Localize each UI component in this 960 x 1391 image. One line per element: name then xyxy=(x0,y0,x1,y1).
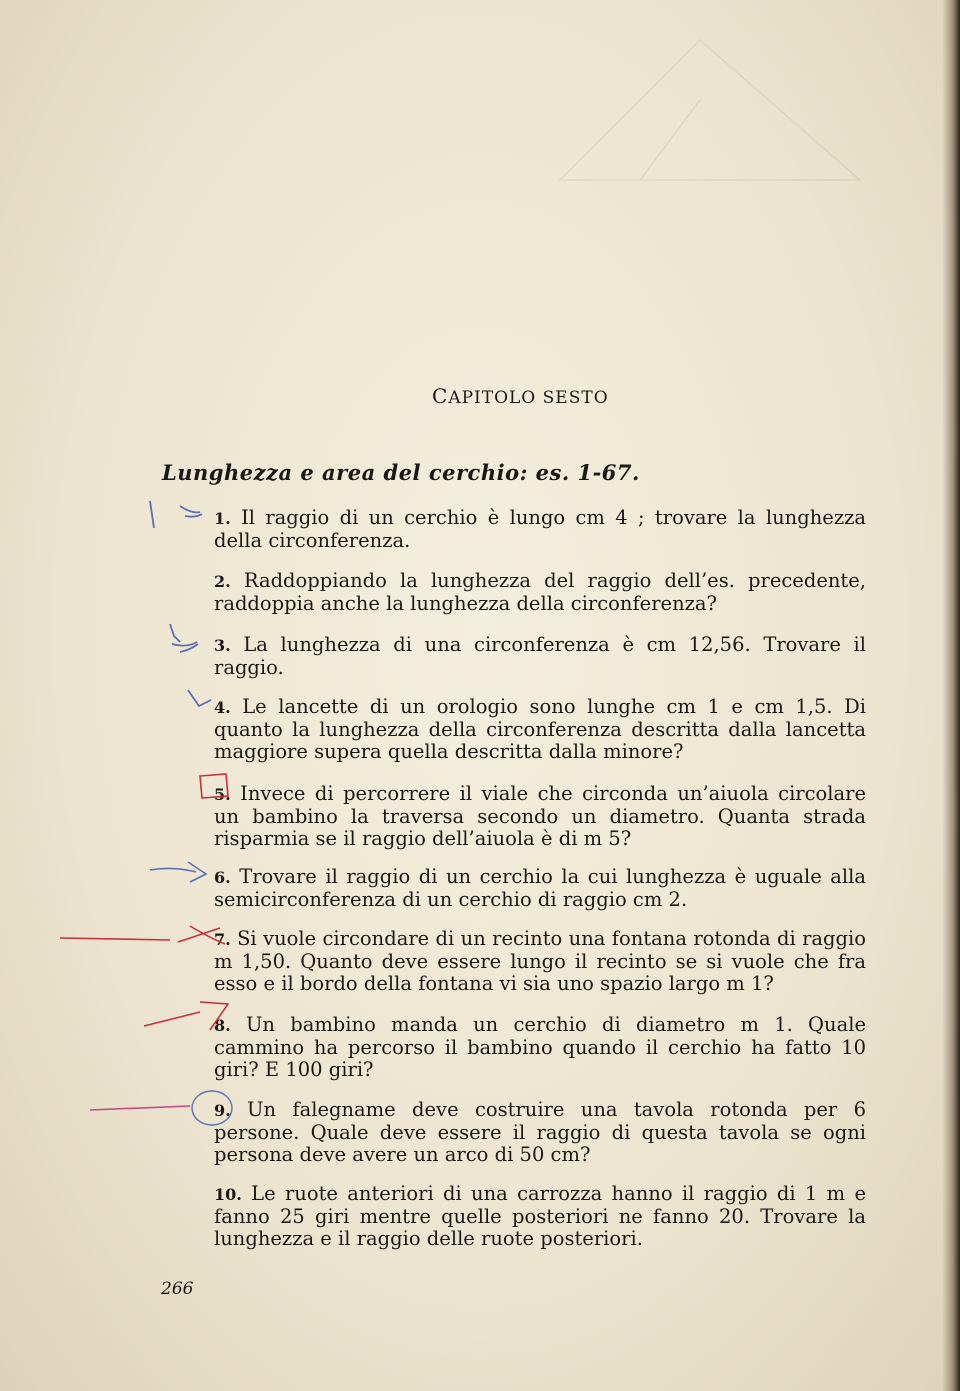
exercise-text: La lunghezza di una circonferenza è cm 12,56. Trovare il raggio. xyxy=(214,633,866,679)
exercise-2 xyxy=(162,570,866,615)
exercise-number: 8. xyxy=(214,1016,231,1035)
exercise-number: 4. xyxy=(214,698,231,717)
exercise-number: 1. xyxy=(214,509,231,528)
exercise-5 xyxy=(162,783,866,850)
exercise-1 xyxy=(162,507,866,552)
exercise-text: Trovare il raggio di un cerchio la cui lunghezza è uguale alla semicirconferenza di un cerchio di raggio cm 2. xyxy=(214,865,866,911)
exercise-text: Le ruote anteriori di una carrozza hanno il raggio di 1 m e fanno 25 giri mentre quelle posteriori ne fanno 20. Trovare la lunghezza e il raggio delle ruote posteriori. xyxy=(214,1182,866,1250)
exercise-text: Le lancette di un orologio sono lunghe cm 1 e cm 1,5. Di quanto la lunghezza della circonferenza descritta dalla lancetta maggiore supera quella descritta dalla minore? xyxy=(214,695,867,763)
exercise-6 xyxy=(162,866,866,911)
exercise-number: 7. xyxy=(214,930,231,949)
exercise-number: 10. xyxy=(214,1185,242,1204)
section-title: Lunghezza e area del cerchio: es. 1-67. xyxy=(162,460,640,485)
exercise-text: Raddoppiando la lunghezza del raggio dell’es. precedente, raddoppia anche la lunghezza della circonferenza? xyxy=(214,569,866,615)
exercise-10 xyxy=(162,1183,866,1250)
exercise-text: Un falegname deve costruire una tavola rotonda per 6 persone. Quale deve essere il raggio di questa tavola se ogni persona deve avere un arco di 50 cm? xyxy=(214,1098,866,1166)
exercise-number: 3. xyxy=(214,636,231,655)
exercise-text: Il raggio di un cerchio è lungo cm 4 ; trovare la lunghezza della circonferenza. xyxy=(214,506,867,552)
exercise-9 xyxy=(162,1099,866,1166)
chapter-heading: CAPITOLO SESTO xyxy=(432,384,609,408)
exercise-text: Si vuole circondare di un recinto una fontana rotonda di raggio m 1,50. Quanto deve essere lungo il recinto se si vuole che fra esso e il bordo della fontana vi sia uno spazio largo m 1? xyxy=(214,927,866,995)
exercise-4 xyxy=(162,696,866,763)
exercise-8 xyxy=(162,1014,866,1081)
exercise-number: 9. xyxy=(214,1101,231,1120)
exercise-text: Invece di percorrere il viale che circonda un’aiuola circolare un bambino la traversa secondo un diametro. Quanta strada risparmia se il raggio dell’aiuola è di m 5? xyxy=(214,782,867,850)
exercise-7 xyxy=(162,928,866,995)
exercise-3 xyxy=(162,634,866,679)
exercise-number: 5. xyxy=(214,785,231,804)
exercise-text: Un bambino manda un cerchio di diametro m 1. Quale cammino ha percorso il bambino quando il cerchio ha fatto 10 giri? E 100 giri? xyxy=(214,1013,867,1081)
bleed-through-figure xyxy=(0,0,960,330)
page-number: 266 xyxy=(161,1279,194,1299)
exercise-number: 6. xyxy=(214,868,231,887)
book-spine-shadow xyxy=(942,0,960,1391)
exercise-number: 2. xyxy=(214,572,231,591)
